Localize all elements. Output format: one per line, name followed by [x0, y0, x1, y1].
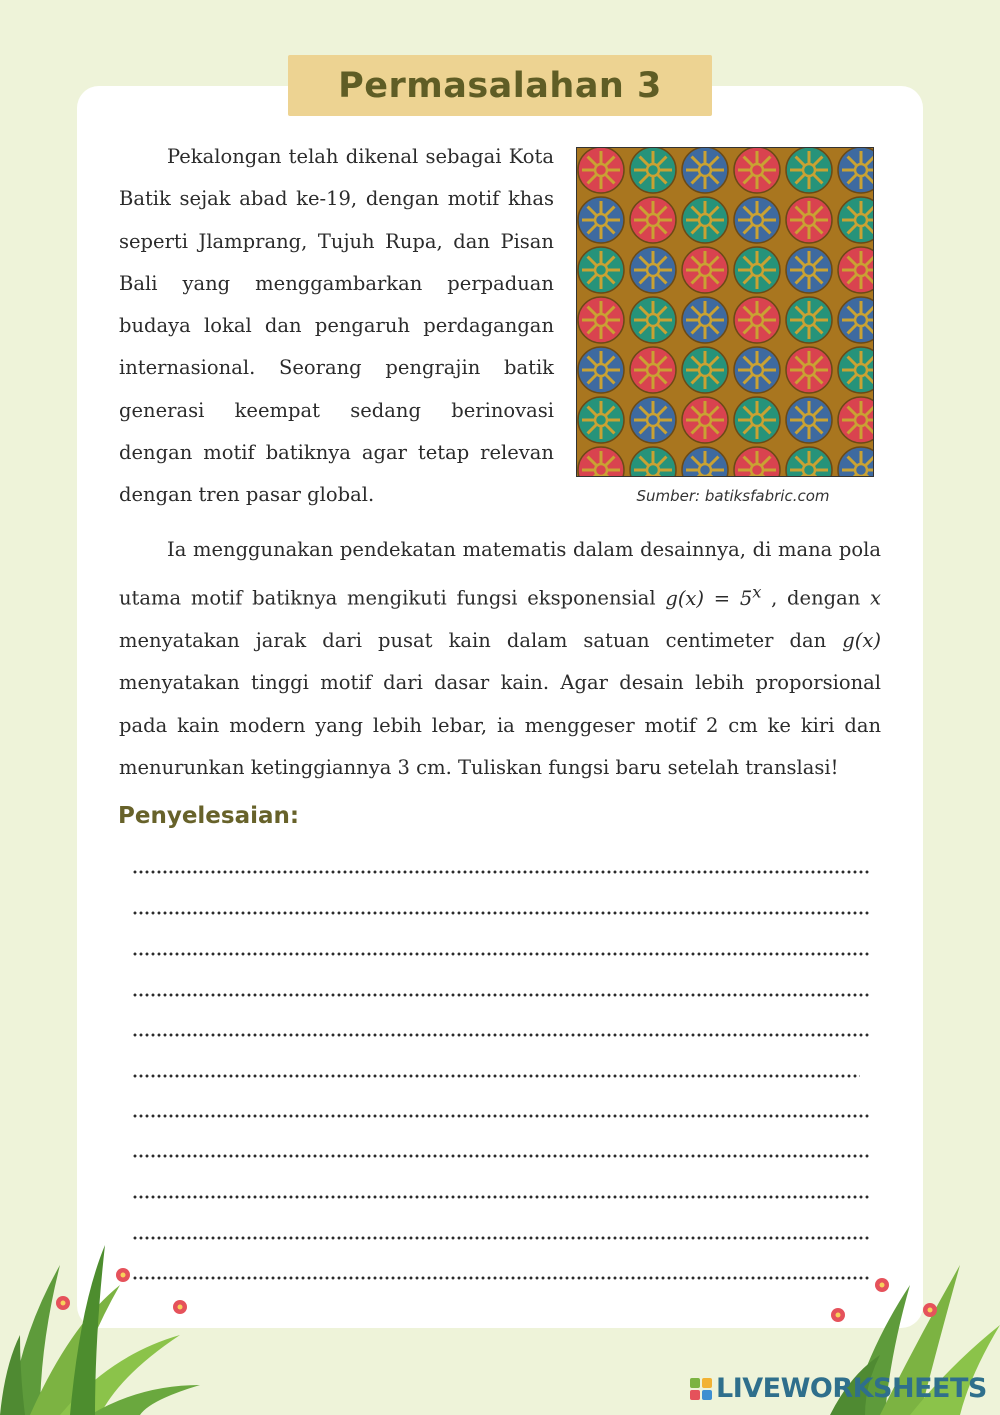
- batik-medallion: [734, 397, 780, 443]
- batik-medallion: [578, 197, 624, 243]
- batik-medallion: [734, 197, 780, 243]
- problem-text-4: menyatakan tinggi motif dari dasar kain. Agar desain lebih proporsional pada kain modern yang lebih lebar, ia menggeser motif 2 cm ke kiri dan menurunkan ketinggiannya 3 cm. Tuliskan fungsi baru setelah translasi!: [119, 671, 881, 779]
- answer-line-7[interactable]: [132, 1114, 870, 1118]
- batik-medallion: [786, 247, 832, 293]
- logo-icon: [690, 1378, 712, 1400]
- batik-medallion: [786, 347, 832, 393]
- answer-line-8[interactable]: [132, 1154, 870, 1158]
- batik-medallion: [682, 447, 728, 476]
- batik-medallion: [578, 347, 624, 393]
- left-grass-decoration-icon: [0, 1245, 210, 1415]
- batik-medallion: [734, 148, 780, 193]
- logo-text: LIVEWORKSHEETS: [716, 1373, 987, 1404]
- problem-text-1: Ia menggunakan pendekatan matematis dalam desainnya, di mana pola utama motif batiknya mengikuti fungsi eksponensial: [119, 538, 881, 610]
- formula-base: g(x) = 5: [665, 586, 753, 610]
- batik-medallion: [630, 397, 676, 443]
- answer-line-11[interactable]: [132, 1276, 870, 1280]
- batik-medallion: [630, 197, 676, 243]
- answer-line-3[interactable]: [132, 952, 870, 956]
- batik-medallion: [630, 148, 676, 193]
- batik-medallion: [786, 447, 832, 476]
- batik-medallion: [838, 447, 873, 476]
- formula: [665, 582, 762, 610]
- title-banner: [288, 55, 712, 116]
- formula-exponent: x: [752, 582, 762, 602]
- batik-medallion: [578, 447, 624, 476]
- batik-medallion: [838, 297, 873, 343]
- batik-medallion: [838, 197, 873, 243]
- solution-label: Penyelesaian:: [118, 803, 300, 829]
- liveworksheets-logo[interactable]: [690, 1373, 987, 1404]
- batik-medallion: [734, 447, 780, 476]
- batik-medallion: [630, 347, 676, 393]
- batik-medallion: [838, 347, 873, 393]
- batik-medallion: [786, 297, 832, 343]
- batik-medallion: [682, 397, 728, 443]
- answer-line-1[interactable]: [132, 870, 870, 874]
- batik-medallion: [682, 297, 728, 343]
- batik-medallion: [786, 148, 832, 193]
- batik-medallion: [682, 197, 728, 243]
- answer-line-9[interactable]: [132, 1195, 870, 1199]
- batik-medallion: [734, 247, 780, 293]
- batik-pattern: [577, 148, 873, 476]
- batik-medallion: [786, 397, 832, 443]
- answer-line-2[interactable]: [132, 911, 870, 915]
- page-title: Permasalahan 3: [338, 65, 662, 106]
- answer-line-10[interactable]: [132, 1236, 870, 1240]
- batik-medallion: [838, 247, 873, 293]
- batik-medallion: [682, 347, 728, 393]
- batik-medallion: [578, 247, 624, 293]
- batik-medallion: [838, 148, 873, 193]
- problem-paragraph: [119, 529, 881, 789]
- batik-medallion: [630, 247, 676, 293]
- batik-medallion: [838, 397, 873, 443]
- answer-line-6[interactable]: [132, 1074, 860, 1078]
- image-caption: Sumber: batiksfabric.com: [636, 487, 830, 505]
- problem-text-3: menyatakan jarak dari pusat kain dalam satuan centimeter dan: [119, 629, 843, 653]
- batik-medallion: [578, 397, 624, 443]
- batik-medallion: [734, 297, 780, 343]
- batik-image: [576, 147, 874, 477]
- answer-line-4[interactable]: [132, 993, 870, 997]
- batik-medallion: [630, 447, 676, 476]
- batik-medallion: [786, 197, 832, 243]
- batik-medallion: [682, 148, 728, 193]
- batik-medallion: [734, 347, 780, 393]
- answer-line-5[interactable]: [132, 1033, 870, 1037]
- intro-paragraph: Pekalongan telah dikenal sebagai Kota Batik sejak abad ke-19, dengan motif khas seperti Jlamprang, Tujuh Rupa, dan Pisan Bali yang menggambarkan perpaduan budaya lokal dan pengaruh perdagangan internasional. Seorang pengrajin batik generasi keempat sedang berinovasi dengan motif batiknya agar tetap relevan dengan tren pasar global.: [119, 145, 554, 507]
- batik-medallion: [578, 297, 624, 343]
- batik-medallion: [630, 297, 676, 343]
- batik-medallion: [578, 148, 624, 193]
- batik-medallion: [682, 247, 728, 293]
- problem-text-2: , dengan: [761, 586, 871, 610]
- variable-x: x: [870, 586, 882, 610]
- function-gx: g(x): [842, 629, 881, 653]
